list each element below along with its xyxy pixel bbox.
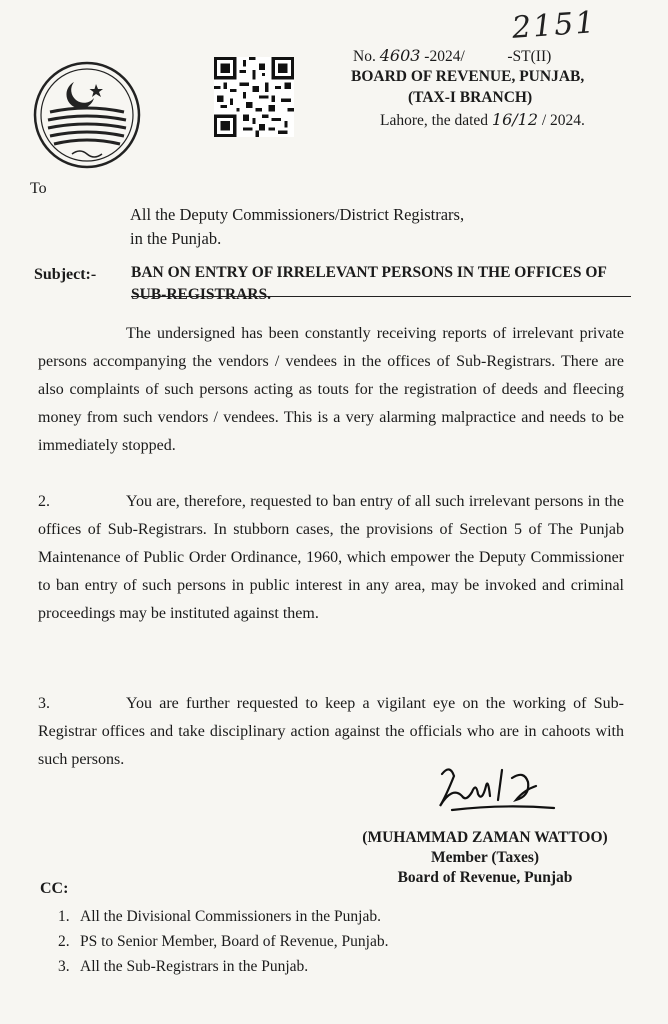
qr-code-icon bbox=[214, 57, 294, 137]
paragraph-3-number: 3. bbox=[38, 695, 50, 712]
cc-label: CC: bbox=[40, 880, 69, 897]
punjab-government-seal-icon bbox=[32, 60, 142, 170]
signatory-office: Board of Revenue, Punjab bbox=[397, 869, 573, 886]
branch-name: (TAX-I BRANCH) bbox=[408, 89, 533, 106]
reference-number: No. 4603 -2024/ -ST(II) bbox=[353, 46, 552, 65]
subject-underline bbox=[131, 296, 631, 297]
paragraph-1: The undersigned has been constantly receiving reports of irrelevant private persons accompanying the vendors / vendees in the offices of Sub-Registrars. There are also complaints of such persons acting as touts for the registration of deeds and fleecing money from such vendors / vendees. This is a very alarming malpractice and needs to be immediately stopped. bbox=[38, 325, 624, 454]
subject-text: BAN ON ENTRY OF IRRELEVANT PERSONS IN THE OFFICES OF SUB-REGISTRARS. bbox=[131, 264, 607, 303]
to-label: To bbox=[30, 180, 47, 197]
signatory-designation: Member (Taxes) bbox=[430, 849, 540, 866]
paragraph-2: 2. You are, therefore, requested to ban entry of all such irrelevant persons in the offices of Sub-Registrars. In stubborn cases, the provisions of Section 5 of The Punjab Maintenance of Public Order Ordinance, 1960, which empower the Deputy Commissioner to ban entry of such persons in public interest in any area, may be invoked and criminal proceedings may be instituted against them. bbox=[38, 488, 624, 628]
cc-list bbox=[58, 904, 388, 979]
handwritten-diary-number: 2151 bbox=[510, 5, 598, 46]
dated-line: Lahore, the dated 16/12 / 2024. bbox=[380, 110, 585, 129]
paragraph-2-number: 2. bbox=[38, 493, 50, 510]
list-item: 2. PS to Senior Member, Board of Revenue, Punjab. bbox=[58, 933, 389, 950]
handwritten-signature bbox=[432, 756, 572, 816]
list-item: 1. All the Divisional Commissioners in the Punjab. bbox=[58, 908, 381, 925]
paragraph-3: 3. You are further requested to keep a vigilant eye on the working of Sub-Registrar offices and take disciplinary action against the officials who are in cahoots with such persons. bbox=[38, 690, 624, 774]
signatory-block bbox=[340, 828, 630, 888]
list-item: 3. All the Sub-Registrars in the Punjab. bbox=[58, 958, 309, 975]
subject-label: Subject:- bbox=[34, 266, 97, 283]
addressee bbox=[130, 203, 464, 251]
addressee-line-1: All the Deputy Commissioners/District Registrars, bbox=[130, 205, 465, 224]
ref-number-handwritten: 4603 bbox=[379, 46, 421, 65]
signatory-name: (MUHAMMAD ZAMAN WATTOO) bbox=[362, 829, 608, 846]
addressee-line-2: in the Punjab. bbox=[130, 229, 222, 248]
board-name: BOARD OF REVENUE, PUNJAB, bbox=[351, 68, 585, 85]
date-handwritten: 16/12 bbox=[491, 110, 538, 129]
